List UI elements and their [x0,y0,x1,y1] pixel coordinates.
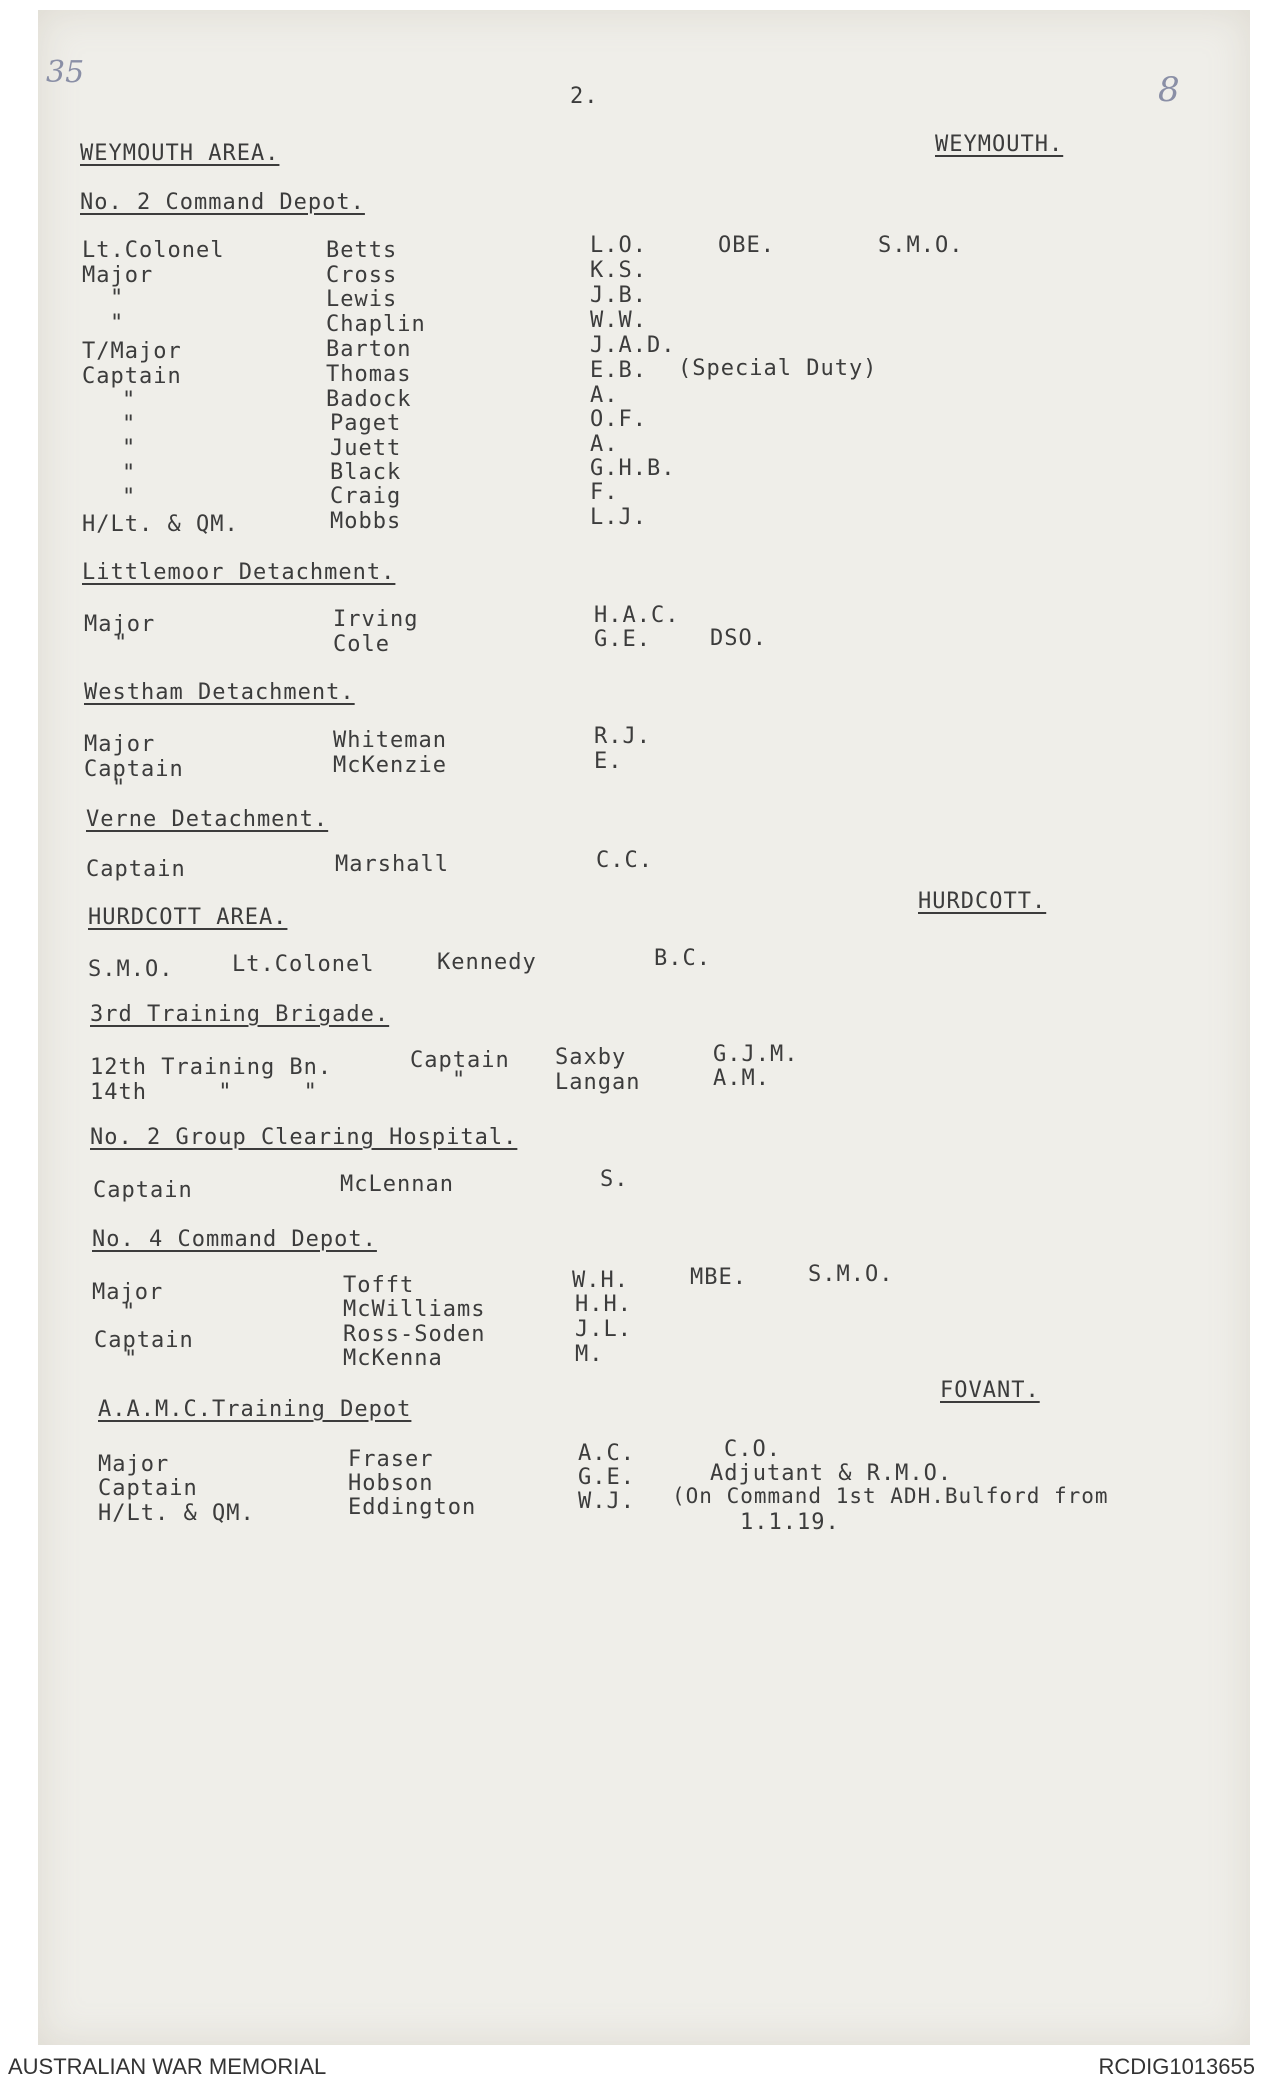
initials-cell: G.H.B. [590,456,676,481]
fovant-side-label: FOVANT. [940,1378,1040,1403]
littlemoor-detachment-heading: Littlemoor Detachment. [82,560,396,585]
rank-cell: Lt.Colonel [82,238,225,263]
name-cell: Eddington [348,1495,477,1520]
rank-cell: Major [82,263,154,288]
initials-cell: B.C. [654,946,711,971]
name-cell: Cross [326,263,398,288]
rank-cell: " [122,461,137,486]
page-number: 2. [570,84,599,109]
weymouth-area-heading: WEYMOUTH AREA. [80,141,280,166]
rank-cell: T/Major [82,339,182,364]
note-cell: (On Command 1st ADH.Bulford from [672,1484,1109,1508]
name-cell: Mobbs [330,509,402,534]
no2-command-depot-heading: No. 2 Command Depot. [80,190,365,215]
initials-cell: A. [590,383,619,408]
name-cell: Cole [333,632,390,657]
initials-cell: L.J. [590,505,647,530]
name-cell: Fraser [348,1447,434,1472]
rank-cell: " [112,776,127,801]
name-cell: Craig [330,484,402,509]
rank-cell: " [452,1068,467,1093]
name-cell: Hobson [348,1471,434,1496]
name-cell: Lewis [326,287,398,312]
training-brigade-heading: 3rd Training Brigade. [90,1002,390,1027]
name-cell: Irving [333,607,419,632]
name-cell: McKenzie [333,753,447,778]
hurdcott-side-label: HURDCOTT. [918,889,1047,914]
rank-cell: Captain [410,1048,510,1073]
rank-cell: " [122,436,137,461]
initials-cell: A.M. [713,1066,770,1091]
name-cell: Juett [330,436,402,461]
initials-cell: F. [590,480,619,505]
rank-cell: Major [92,1280,164,1305]
initials-cell: L.O. [590,233,647,258]
rank-cell: " [110,286,125,311]
name-cell: Tofft [343,1273,415,1298]
name-cell: McWilliams [343,1297,486,1322]
initials-cell: J.A.D. [590,333,676,358]
handwritten-folio-top-right: 8 [1158,70,1180,110]
note-continuation: 1.1.19. [740,1510,840,1535]
verne-detachment-heading: Verne Detachment. [86,807,329,832]
name-cell: Barton [326,337,412,362]
name-cell: Thomas [326,362,412,387]
initials-cell: R.J. [594,724,651,749]
name-cell: Betts [326,238,398,263]
role-cell: S.M.O. [808,1262,894,1287]
name-cell: Langan [555,1070,641,1095]
name-cell: Badock [326,387,412,412]
note-cell: (Special Duty) [678,356,878,381]
initials-cell: O.F. [590,407,647,432]
archive-reference: RCDIG1013655 [1098,2054,1255,2079]
initials-cell: J.B. [590,283,647,308]
name-cell: Black [330,460,402,485]
initials-cell: S. [600,1167,629,1192]
smo-label: S.M.O. [88,957,174,982]
weymouth-side-label: WEYMOUTH. [935,132,1064,157]
initials-cell: W.J. [578,1489,635,1514]
handwritten-folio-top-left: 35 [46,55,85,90]
initials-cell: W.H. [572,1268,629,1293]
name-cell: Chaplin [326,312,426,337]
rank-cell: " [122,1300,137,1325]
name-cell: Marshall [335,852,449,877]
no4-command-depot-heading: No. 4 Command Depot. [92,1227,377,1252]
name-cell: McKenna [343,1346,443,1371]
honour-cell: MBE. [690,1265,747,1290]
initials-cell: G.E. [578,1465,635,1490]
name-cell: Kennedy [437,950,537,975]
rank-cell: H/Lt. & QM. [98,1501,255,1526]
initials-cell: J.L. [575,1317,632,1342]
initials-cell: A.C. [578,1441,635,1466]
rank-cell: Lt.Colonel [232,952,375,977]
rank-cell: " [124,1347,139,1372]
initials-cell: C.C. [596,848,653,873]
honour-cell: OBE. [718,233,775,258]
unit-cell: 14th " " [90,1080,318,1105]
hurdcott-area-heading: HURDCOTT AREA. [88,905,288,930]
initials-cell: A. [590,432,619,457]
initials-cell: H.A.C. [594,603,680,628]
rank-cell: Major [98,1452,170,1477]
role-cell: S.M.O. [878,233,964,258]
rank-cell: " [122,485,137,510]
rank-cell: " [122,388,137,413]
rank-cell: Major [84,612,156,637]
name-cell: McLennan [340,1172,454,1197]
rank-cell: Captain [93,1178,193,1203]
role-cell: Adjutant & R.M.O. [710,1461,953,1486]
rank-cell: H/Lt. & QM. [82,512,239,537]
initials-cell: E. [594,749,623,774]
name-cell: Saxby [555,1045,627,1070]
rank-cell: Major [84,732,156,757]
rank-cell: Captain [84,757,184,782]
rank-cell: " [114,631,129,656]
name-cell: Whiteman [333,728,447,753]
initials-cell: W.W. [590,308,647,333]
rank-cell: Captain [94,1328,194,1353]
rank-cell: Captain [98,1476,198,1501]
initials-cell: G.J.M. [713,1042,799,1067]
rank-cell: Captain [82,364,182,389]
initials-cell: H.H. [575,1292,632,1317]
role-cell: C.O. [724,1437,781,1462]
rank-cell: " [122,412,137,437]
aamc-training-depot-heading: A.A.M.C.Training Depot [98,1397,412,1422]
initials-cell: E.B. [590,358,647,383]
initials-cell: M. [575,1342,604,1367]
name-cell: Paget [330,411,402,436]
group-clearing-hospital-heading: No. 2 Group Clearing Hospital. [90,1125,518,1150]
name-cell: Ross-Soden [343,1322,486,1347]
honour-cell: DSO. [710,626,767,651]
rank-cell: " [110,311,125,336]
unit-cell: 12th Training Bn. [90,1055,333,1080]
westham-detachment-heading: Westham Detachment. [84,680,355,705]
initials-cell: G.E. [594,627,651,652]
archive-credit: AUSTRALIAN WAR MEMORIAL [8,2054,327,2079]
initials-cell: K.S. [590,258,647,283]
rank-cell: Captain [86,857,186,882]
